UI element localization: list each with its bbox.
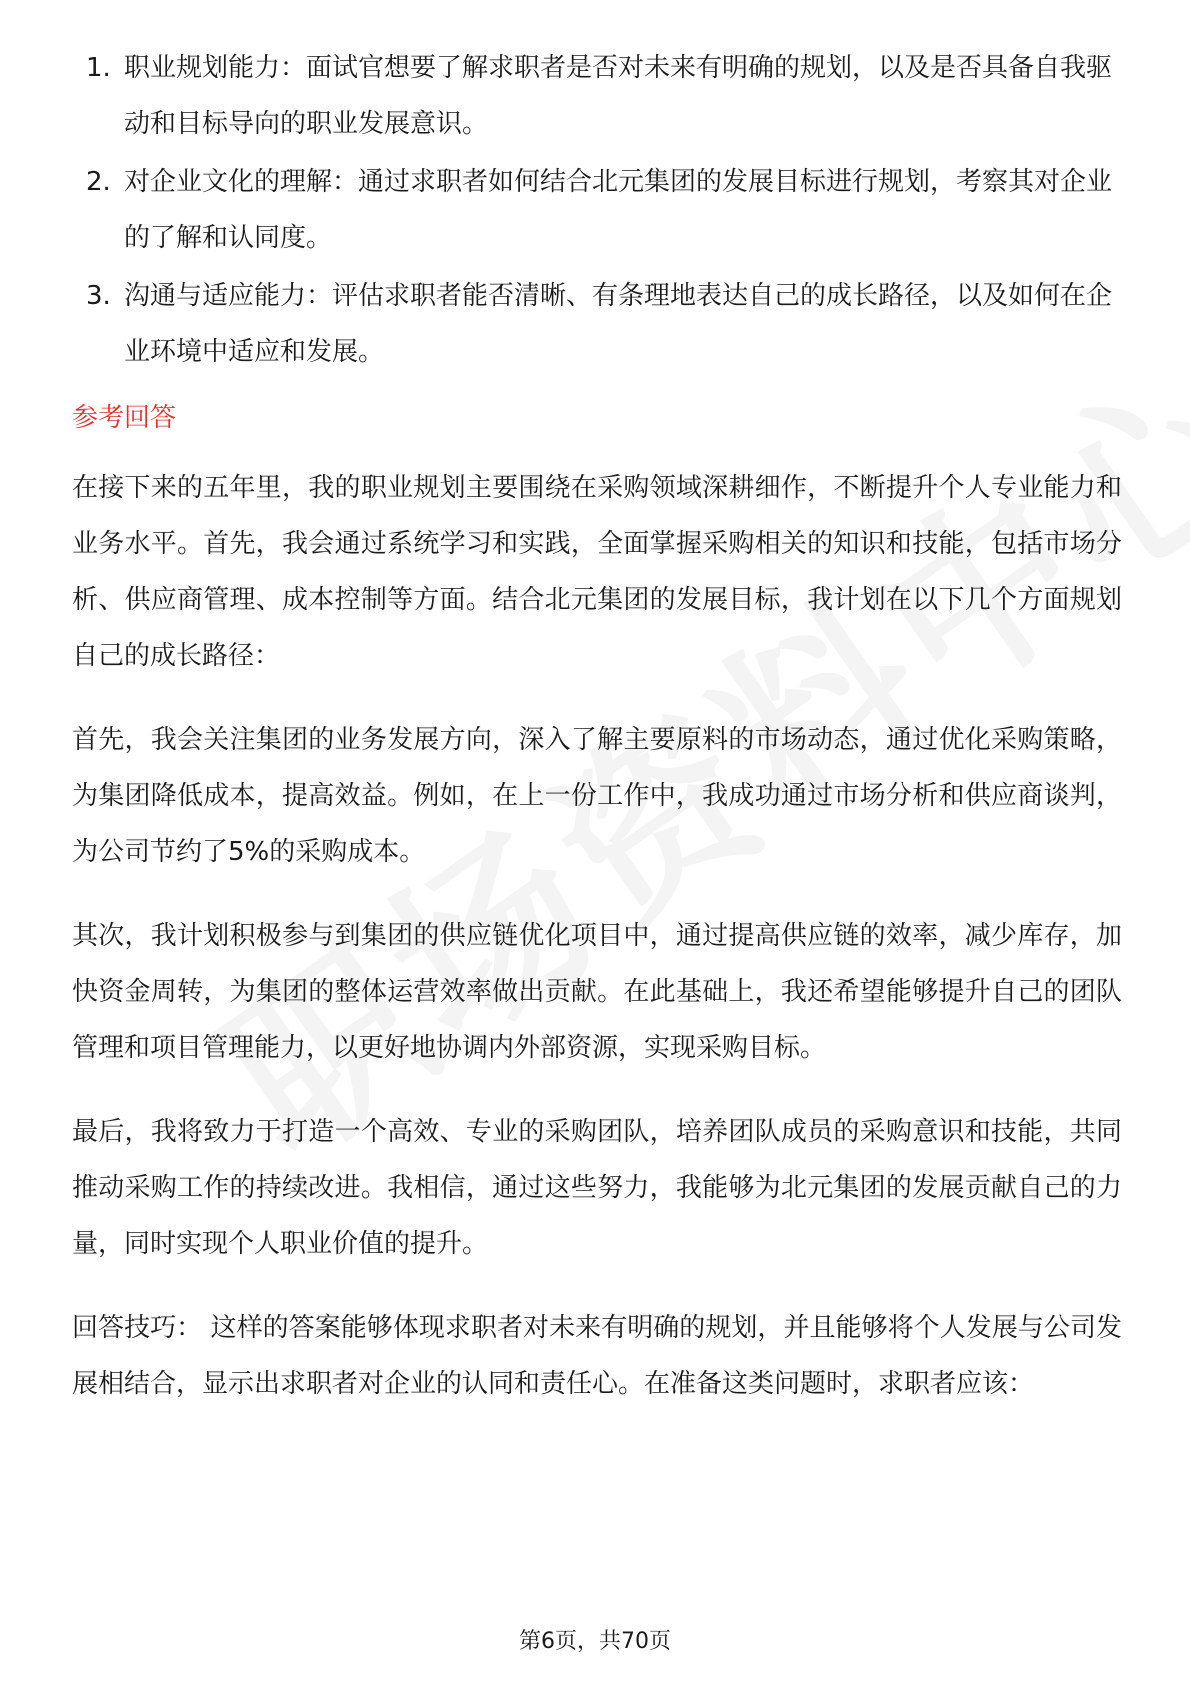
list-item	[72, 154, 1122, 266]
numbered-list	[72, 40, 1122, 380]
list-item-number: 1.	[86, 53, 111, 83]
list-item-text: 对企业文化的理解：通过求职者如何结合北元集团的发展目标进行规划，考察其对企业的了解和认同度。	[124, 167, 1113, 253]
list-item-text: 职业规划能力：面试官想要了解求职者是否对未来有明确的规划，以及是否具备自我驱动和目标导向的职业发展意识。	[124, 53, 1113, 139]
paragraph: 首先，我会关注集团的业务发展方向，深入了解主要原料的市场动态，通过优化采购策略，为集团降低成本，提高效益。例如，在上一份工作中，我成功通过市场分析和供应商谈判，为公司节约了5%的采购成本。	[72, 725, 1122, 867]
list-item-number: 3.	[86, 281, 111, 311]
paragraph: 其次，我计划积极参与到集团的供应链优化项目中，通过提高供应链的效率，减少库存，加快资金周转，为集团的整体运营效率做出贡献。在此基础上，我还希望能够提升自己的团队管理和项目管理能力，以更好地协调内外部资源，实现采购目标。	[72, 921, 1122, 1063]
list-item	[72, 268, 1122, 380]
paragraph: 最后，我将致力于打造一个高效、专业的采购团队，培养团队成员的采购意识和技能，共同推动采购工作的持续改进。我相信，通过这些努力，我能够为北元集团的发展贡献自己的力量，同时实现个人职业价值的提升。	[72, 1117, 1122, 1259]
list-item-text: 沟通与适应能力：评估求职者能否清晰、有条理地表达自己的成长路径，以及如何在企业环境中适应和发展。	[124, 281, 1113, 367]
list-item-number: 2.	[86, 167, 111, 197]
document-body	[72, 40, 1122, 1440]
section-heading: 参考回答	[72, 403, 177, 433]
paragraph: 回答技巧： 这样的答案能够体现求职者对未来有明确的规划，并且能够将个人发展与公司发展相结合，显示出求职者对企业的认同和责任心。在准备这类问题时，求职者应该：	[72, 1313, 1122, 1399]
list-item	[72, 40, 1122, 152]
paragraph: 在接下来的五年里，我的职业规划主要围绕在采购领域深耕细作，不断提升个人专业能力和业务水平。首先，我会通过系统学习和实践，全面掌握采购相关的知识和技能，包括市场分析、供应商管理、成本控制等方面。结合北元集团的发展目标，我计划在以下几个方面规划自己的成长路径：	[72, 473, 1122, 671]
page-number-footer: 第6页，共70页	[519, 1629, 671, 1654]
